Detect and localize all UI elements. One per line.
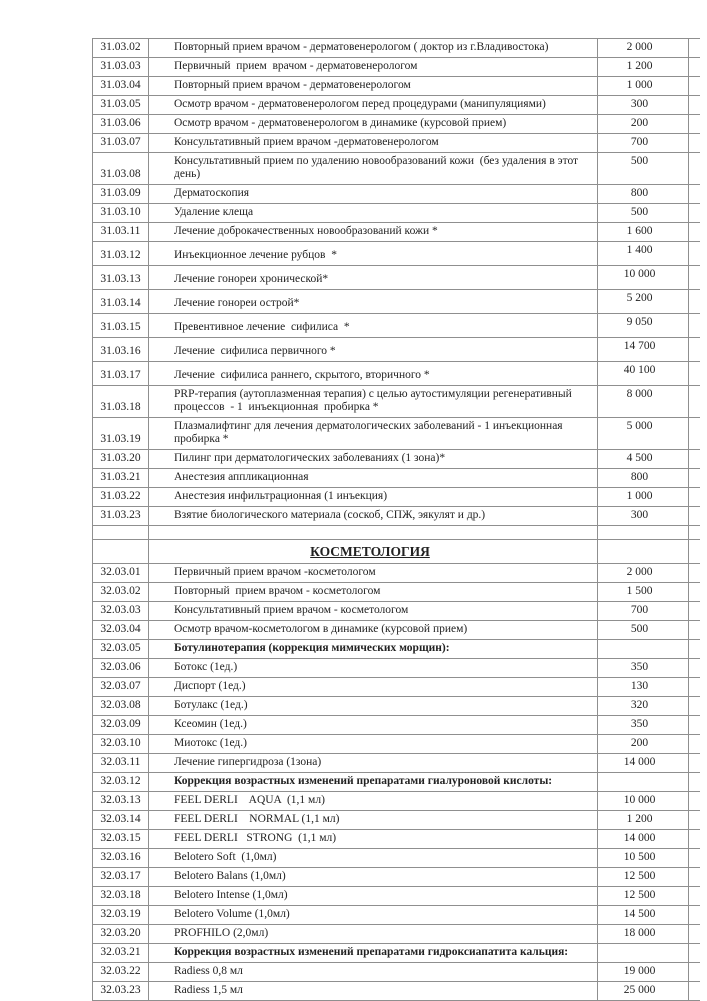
cutoff-edge-cell bbox=[689, 602, 700, 621]
code-cell: 32.03.07 bbox=[93, 678, 149, 697]
table-row bbox=[93, 830, 700, 849]
code-cell: 32.03.01 bbox=[93, 564, 149, 583]
service-name-cell: FEEL DERLI NORMAL (1,1 мл) bbox=[149, 811, 598, 830]
code-cell: 32.03.02 bbox=[93, 583, 149, 602]
code-cell: 31.03.08 bbox=[93, 153, 149, 185]
cutoff-edge-cell bbox=[689, 242, 700, 266]
service-name-cell: PRP-терапия (аутоплазменная терапия) с целью аутостимуляции регенеративный процессов - 1 инъекционная пробирка * bbox=[149, 386, 598, 418]
code-cell: 32.03.18 bbox=[93, 887, 149, 906]
cutoff-edge-cell bbox=[689, 450, 700, 469]
cutoff-edge-cell bbox=[689, 362, 700, 386]
cutoff-edge-cell bbox=[689, 906, 700, 925]
price-cell: 19 000 bbox=[598, 963, 689, 982]
code-cell: 32.03.14 bbox=[93, 811, 149, 830]
price-cell: 300 bbox=[598, 507, 689, 526]
service-name-cell: Повторный прием врачом - дерматовенерологом bbox=[149, 77, 598, 96]
code-cell: 32.03.11 bbox=[93, 754, 149, 773]
code-cell bbox=[93, 526, 149, 540]
code-cell: 32.03.15 bbox=[93, 830, 149, 849]
price-cell: 1 400 bbox=[598, 242, 689, 266]
code-cell: 32.03.16 bbox=[93, 849, 149, 868]
table-row bbox=[93, 602, 700, 621]
code-cell: 31.03.14 bbox=[93, 290, 149, 314]
cutoff-edge-cell bbox=[689, 773, 700, 792]
spacer-row bbox=[93, 526, 700, 540]
code-cell: 31.03.20 bbox=[93, 450, 149, 469]
table-row bbox=[93, 134, 700, 153]
table-row bbox=[93, 735, 700, 754]
code-cell: 31.03.06 bbox=[93, 115, 149, 134]
price-cell: 25 000 bbox=[598, 982, 689, 1001]
price-cell bbox=[598, 526, 689, 540]
cutoff-edge-cell bbox=[689, 982, 700, 1001]
price-cell: 2 000 bbox=[598, 564, 689, 583]
service-name-cell: FEEL DERLI STRONG (1,1 мл) bbox=[149, 830, 598, 849]
service-name-cell: Дерматоскопия bbox=[149, 185, 598, 204]
service-name-cell: Осмотр врачом - дерматовенерологом в динамике (курсовой прием) bbox=[149, 115, 598, 134]
service-name-cell: Консультативный прием по удалению новообразований кожи (без удаления в этот день) bbox=[149, 153, 598, 185]
table-row bbox=[93, 678, 700, 697]
cutoff-edge-cell bbox=[689, 153, 700, 185]
table-row bbox=[93, 77, 700, 96]
price-cell: 8 000 bbox=[598, 386, 689, 418]
code-cell: 31.03.10 bbox=[93, 204, 149, 223]
code-cell: 32.03.22 bbox=[93, 963, 149, 982]
code-cell: 32.03.06 bbox=[93, 659, 149, 678]
price-cell bbox=[598, 640, 689, 659]
service-name-cell: Radiess 1,5 мл bbox=[149, 982, 598, 1001]
code-cell: 32.03.09 bbox=[93, 716, 149, 735]
price-cell: 320 bbox=[598, 697, 689, 716]
cutoff-edge-cell bbox=[689, 678, 700, 697]
cutoff-edge-cell bbox=[689, 963, 700, 982]
service-name-cell: Консультативный прием врачом - косметологом bbox=[149, 602, 598, 621]
cutoff-edge-cell bbox=[689, 564, 700, 583]
service-name-cell: PROFHILO (2,0мл) bbox=[149, 925, 598, 944]
cutoff-edge-cell bbox=[689, 526, 700, 540]
service-name-cell: Первичный прием врачом - дерматовенерологом bbox=[149, 58, 598, 77]
service-name-cell: Ксеомин (1ед.) bbox=[149, 716, 598, 735]
price-cell bbox=[598, 944, 689, 963]
table-row bbox=[93, 963, 700, 982]
price-cell: 10 000 bbox=[598, 266, 689, 290]
service-name-cell: Лечение сифилиса первичного * bbox=[149, 338, 598, 362]
code-cell: 31.03.18 bbox=[93, 386, 149, 418]
price-cell: 5 200 bbox=[598, 290, 689, 314]
service-name-cell: Повторный прием врачом - косметологом bbox=[149, 583, 598, 602]
service-name-cell: Belotero Intense (1,0мл) bbox=[149, 887, 598, 906]
service-name-cell: Взятие биологического материала (соскоб, СПЖ, эякулят и др.) bbox=[149, 507, 598, 526]
code-cell: 31.03.09 bbox=[93, 185, 149, 204]
code-cell: 32.03.21 bbox=[93, 944, 149, 963]
table-row bbox=[93, 386, 700, 418]
price-cell: 200 bbox=[598, 115, 689, 134]
service-name-cell: Ботокс (1ед.) bbox=[149, 659, 598, 678]
table-row bbox=[93, 754, 700, 773]
price-cell: 300 bbox=[598, 96, 689, 115]
price-cell: 1 200 bbox=[598, 58, 689, 77]
service-name-cell: Удаление клеща bbox=[149, 204, 598, 223]
cutoff-edge-cell bbox=[689, 792, 700, 811]
table-row bbox=[93, 469, 700, 488]
table-row bbox=[93, 488, 700, 507]
price-cell: 1 000 bbox=[598, 488, 689, 507]
code-cell: 31.03.05 bbox=[93, 96, 149, 115]
price-cell: 500 bbox=[598, 204, 689, 223]
cutoff-edge-cell bbox=[689, 77, 700, 96]
service-name-cell: Лечение гонореи острой* bbox=[149, 290, 598, 314]
table-row bbox=[93, 716, 700, 735]
cutoff-edge-cell bbox=[689, 314, 700, 338]
price-cell: 1 000 bbox=[598, 77, 689, 96]
code-cell: 32.03.19 bbox=[93, 906, 149, 925]
price-table bbox=[92, 38, 700, 1001]
section-title: КОСМЕТОЛОГИЯ bbox=[149, 540, 598, 564]
cutoff-edge-cell bbox=[689, 735, 700, 754]
code-cell: 32.03.10 bbox=[93, 735, 149, 754]
code-cell: 31.03.13 bbox=[93, 266, 149, 290]
table-row bbox=[93, 564, 700, 583]
cutoff-edge-cell bbox=[689, 716, 700, 735]
cutoff-edge-cell bbox=[689, 925, 700, 944]
price-cell: 700 bbox=[598, 602, 689, 621]
price-cell: 14 500 bbox=[598, 906, 689, 925]
code-cell: 31.03.02 bbox=[93, 39, 149, 58]
code-cell: 31.03.11 bbox=[93, 223, 149, 242]
price-cell: 14 000 bbox=[598, 754, 689, 773]
price-cell: 800 bbox=[598, 185, 689, 204]
price-cell: 14 000 bbox=[598, 830, 689, 849]
table-row bbox=[93, 697, 700, 716]
code-cell: 32.03.08 bbox=[93, 697, 149, 716]
price-cell bbox=[598, 540, 689, 564]
service-name-cell: Инъекционное лечение рубцов * bbox=[149, 242, 598, 266]
price-cell: 18 000 bbox=[598, 925, 689, 944]
cutoff-edge-cell bbox=[689, 338, 700, 362]
cutoff-edge-cell bbox=[689, 488, 700, 507]
code-cell: 31.03.12 bbox=[93, 242, 149, 266]
cutoff-edge-cell bbox=[689, 659, 700, 678]
service-name-cell: Belotero Volume (1,0мл) bbox=[149, 906, 598, 925]
code-cell: 31.03.22 bbox=[93, 488, 149, 507]
price-cell: 12 500 bbox=[598, 868, 689, 887]
cutoff-edge-cell bbox=[689, 266, 700, 290]
service-name-cell: Ботулинотерапия (коррекция мимических морщин): bbox=[149, 640, 598, 659]
cutoff-edge-cell bbox=[689, 204, 700, 223]
cutoff-edge-cell bbox=[689, 830, 700, 849]
service-name-cell: Ботулакс (1ед.) bbox=[149, 697, 598, 716]
table-row bbox=[93, 621, 700, 640]
code-cell: 32.03.17 bbox=[93, 868, 149, 887]
service-name-cell bbox=[149, 526, 598, 540]
table-row bbox=[93, 185, 700, 204]
table-row bbox=[93, 792, 700, 811]
service-name-cell: Осмотр врачом - дерматовенерологом перед процедурами (манипуляциями) bbox=[149, 96, 598, 115]
code-cell: 31.03.21 bbox=[93, 469, 149, 488]
table-row bbox=[93, 266, 700, 290]
service-name-cell: Коррекция возрастных изменений препаратами гидроксиапатита кальция: bbox=[149, 944, 598, 963]
price-cell: 500 bbox=[598, 621, 689, 640]
cutoff-edge-cell bbox=[689, 96, 700, 115]
table-row bbox=[93, 887, 700, 906]
service-name-cell: Лечение доброкачественных новообразований кожи * bbox=[149, 223, 598, 242]
code-cell: 32.03.13 bbox=[93, 792, 149, 811]
service-name-cell: Лечение сифилиса раннего, скрытого, вторичного * bbox=[149, 362, 598, 386]
cutoff-edge-cell bbox=[689, 507, 700, 526]
service-name-cell: Radiess 0,8 мл bbox=[149, 963, 598, 982]
table-row bbox=[93, 640, 700, 659]
price-cell: 14 700 bbox=[598, 338, 689, 362]
table-row bbox=[93, 39, 700, 58]
service-name-cell: Первичный прием врачом -косметологом bbox=[149, 564, 598, 583]
table-row bbox=[93, 944, 700, 963]
service-name-cell: Пилинг при дерматологических заболеваниях (1 зона)* bbox=[149, 450, 598, 469]
service-name-cell: FEEL DERLI AQUA (1,1 мл) bbox=[149, 792, 598, 811]
table-row bbox=[93, 450, 700, 469]
table-row bbox=[93, 115, 700, 134]
price-cell: 800 bbox=[598, 469, 689, 488]
table-row bbox=[93, 204, 700, 223]
table-row bbox=[93, 418, 700, 450]
cutoff-edge-cell bbox=[689, 223, 700, 242]
code-cell: 32.03.12 bbox=[93, 773, 149, 792]
service-name-cell: Превентивное лечение сифилиса * bbox=[149, 314, 598, 338]
service-name-cell: Коррекция возрастных изменений препаратами гиалуроновой кислоты: bbox=[149, 773, 598, 792]
price-cell: 130 bbox=[598, 678, 689, 697]
code-cell: 31.03.23 bbox=[93, 507, 149, 526]
service-name-cell: Лечение гипергидроза (1зона) bbox=[149, 754, 598, 773]
code-cell: 31.03.19 bbox=[93, 418, 149, 450]
section-header-row bbox=[93, 540, 700, 564]
cutoff-edge-cell bbox=[689, 754, 700, 773]
table-row bbox=[93, 868, 700, 887]
price-cell: 9 050 bbox=[598, 314, 689, 338]
cutoff-edge-cell bbox=[689, 944, 700, 963]
cutoff-edge-cell bbox=[689, 469, 700, 488]
code-cell: 32.03.05 bbox=[93, 640, 149, 659]
table-row bbox=[93, 223, 700, 242]
cutoff-edge-cell bbox=[689, 39, 700, 58]
table-row bbox=[93, 811, 700, 830]
cutoff-edge-cell bbox=[689, 621, 700, 640]
table-row bbox=[93, 338, 700, 362]
cutoff-edge-cell bbox=[689, 849, 700, 868]
price-cell: 10 000 bbox=[598, 792, 689, 811]
price-cell: 1 200 bbox=[598, 811, 689, 830]
table-row bbox=[93, 290, 700, 314]
table-row bbox=[93, 659, 700, 678]
code-cell bbox=[93, 540, 149, 564]
service-name-cell: Анестезия инфильтрационная (1 инъекция) bbox=[149, 488, 598, 507]
price-table-body bbox=[93, 39, 700, 1001]
cutoff-edge-cell bbox=[689, 134, 700, 153]
code-cell: 31.03.17 bbox=[93, 362, 149, 386]
price-cell bbox=[598, 773, 689, 792]
price-cell: 500 bbox=[598, 153, 689, 185]
table-row bbox=[93, 925, 700, 944]
table-row bbox=[93, 58, 700, 77]
cutoff-edge-cell bbox=[689, 811, 700, 830]
price-cell: 12 500 bbox=[598, 887, 689, 906]
cutoff-edge-cell bbox=[689, 290, 700, 314]
cutoff-edge-cell bbox=[689, 386, 700, 418]
price-cell: 350 bbox=[598, 659, 689, 678]
price-cell: 350 bbox=[598, 716, 689, 735]
service-name-cell: Belotero Soft (1,0мл) bbox=[149, 849, 598, 868]
table-row bbox=[93, 849, 700, 868]
service-name-cell: Диспорт (1ед.) bbox=[149, 678, 598, 697]
code-cell: 32.03.23 bbox=[93, 982, 149, 1001]
cutoff-edge-cell bbox=[689, 185, 700, 204]
price-cell: 200 bbox=[598, 735, 689, 754]
price-cell: 4 500 bbox=[598, 450, 689, 469]
code-cell: 32.03.04 bbox=[93, 621, 149, 640]
service-name-cell: Повторный прием врачом - дерматовенерологом ( доктор из г.Владивостока) bbox=[149, 39, 598, 58]
service-name-cell: Лечение гонореи хронической* bbox=[149, 266, 598, 290]
table-row bbox=[93, 773, 700, 792]
code-cell: 31.03.03 bbox=[93, 58, 149, 77]
price-cell: 2 000 bbox=[598, 39, 689, 58]
cutoff-edge-cell bbox=[689, 583, 700, 602]
table-row bbox=[93, 583, 700, 602]
cutoff-edge-cell bbox=[689, 640, 700, 659]
price-cell: 10 500 bbox=[598, 849, 689, 868]
table-row bbox=[93, 153, 700, 185]
cutoff-edge-cell bbox=[689, 115, 700, 134]
cutoff-edge-cell bbox=[689, 868, 700, 887]
service-name-cell: Belotero Balans (1,0мл) bbox=[149, 868, 598, 887]
table-row bbox=[93, 507, 700, 526]
cutoff-edge-cell bbox=[689, 887, 700, 906]
table-row bbox=[93, 362, 700, 386]
code-cell: 32.03.20 bbox=[93, 925, 149, 944]
code-cell: 31.03.04 bbox=[93, 77, 149, 96]
table-row bbox=[93, 314, 700, 338]
code-cell: 31.03.16 bbox=[93, 338, 149, 362]
price-cell: 700 bbox=[598, 134, 689, 153]
service-name-cell: Миотокс (1ед.) bbox=[149, 735, 598, 754]
price-cell: 1 500 bbox=[598, 583, 689, 602]
code-cell: 32.03.03 bbox=[93, 602, 149, 621]
price-cell: 5 000 bbox=[598, 418, 689, 450]
service-name-cell: Консультативный прием врачом -дерматовенерологом bbox=[149, 134, 598, 153]
code-cell: 31.03.07 bbox=[93, 134, 149, 153]
service-name-cell: Осмотр врачом-косметологом в динамике (курсовой прием) bbox=[149, 621, 598, 640]
cutoff-edge-cell bbox=[689, 697, 700, 716]
cutoff-edge-cell bbox=[689, 418, 700, 450]
table-row bbox=[93, 242, 700, 266]
price-cell: 1 600 bbox=[598, 223, 689, 242]
service-name-cell: Анестезия аппликационная bbox=[149, 469, 598, 488]
table-row bbox=[93, 96, 700, 115]
price-cell: 40 100 bbox=[598, 362, 689, 386]
table-row bbox=[93, 982, 700, 1001]
code-cell: 31.03.15 bbox=[93, 314, 149, 338]
table-row bbox=[93, 906, 700, 925]
service-name-cell: Плазмалифтинг для лечения дерматологических заболеваний - 1 инъекционная пробирка * bbox=[149, 418, 598, 450]
cutoff-edge-cell bbox=[689, 540, 700, 564]
cutoff-edge-cell bbox=[689, 58, 700, 77]
